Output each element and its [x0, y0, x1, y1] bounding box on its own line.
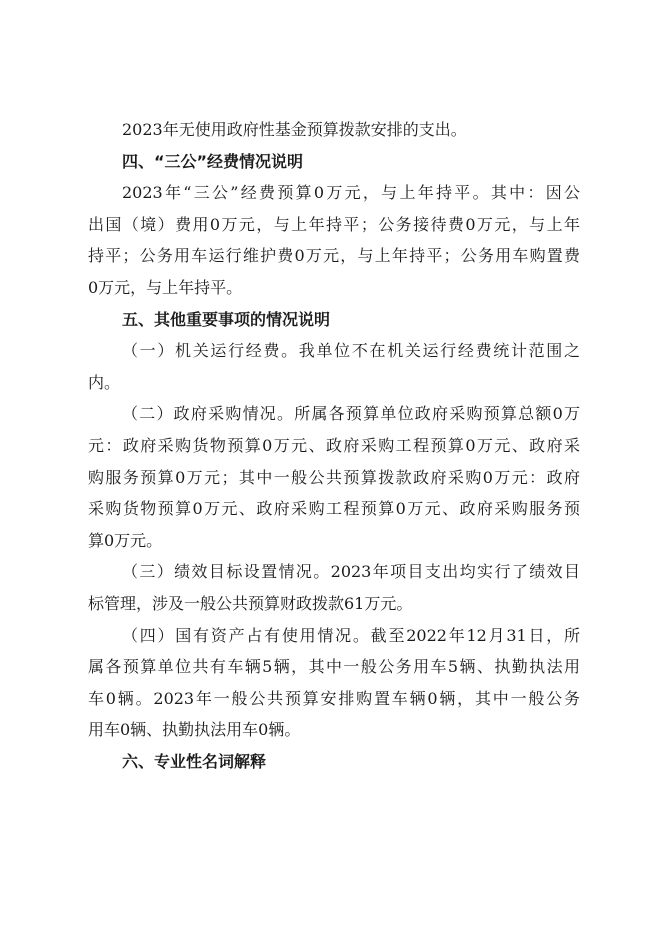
- paragraph-line: 算0万元。: [88, 530, 163, 550]
- paragraph-line: 元：政府采购货物预算0万元、政府采购工程预算0万元、政府采: [88, 435, 580, 455]
- section-heading-terms: 六、专业性名词解释: [122, 751, 267, 771]
- paragraph-line: 2023年“三公”经费预算0万元，与上年持平。其中：因公: [122, 183, 580, 203]
- paragraph-line: 购服务预算0万元；其中一般公共预算拨款政府采购0万元：政府: [88, 467, 580, 487]
- paragraph-line: （三）绩效目标设置情况。2023年项目支出均实行了绩效目: [122, 562, 580, 582]
- section-heading-three-public: 四、“三公”经费情况说明: [122, 151, 304, 171]
- document-page: [88, 114, 580, 777]
- paragraph-line: （四）国有资产占有使用情况。截至2022年12月31日，所: [122, 625, 580, 645]
- paragraph-line: 出国（境）费用0万元，与上年持平；公务接待费0万元，与上年: [88, 214, 580, 234]
- paragraph-line: 持平；公务用车运行维护费0万元，与上年持平；公务用车购置费: [88, 246, 580, 266]
- paragraph-line: 车0辆。2023年一般公共预算安排购置车辆0辆，其中一般公务: [88, 688, 580, 708]
- paragraph-line: 用车0辆、执勤执法用车0辆。: [88, 720, 301, 740]
- paragraph-line: 标管理，涉及一般公共预算财政拨款61万元。: [88, 593, 413, 613]
- paragraph-line: 属各预算单位共有车辆5辆，其中一般公务用车5辆、执勤执法用: [88, 657, 580, 677]
- section-heading-other-matters: 五、其他重要事项的情况说明: [122, 309, 331, 329]
- paragraph-line: 采购货物预算0万元、政府采购工程预算0万元、政府采购服务预: [88, 499, 580, 519]
- paragraph-line: （一）机关运行经费。我单位不在机关运行经费统计范围之: [122, 341, 580, 361]
- paragraph-line: （二）政府采购情况。所属各预算单位政府采购预算总额0万: [122, 404, 580, 424]
- paragraph-line: 2023年无使用政府性基金预算拨款安排的支出。: [122, 120, 467, 139]
- paragraph-line: 0万元，与上年持平。: [88, 277, 243, 297]
- paragraph-line: 内。: [88, 372, 121, 392]
